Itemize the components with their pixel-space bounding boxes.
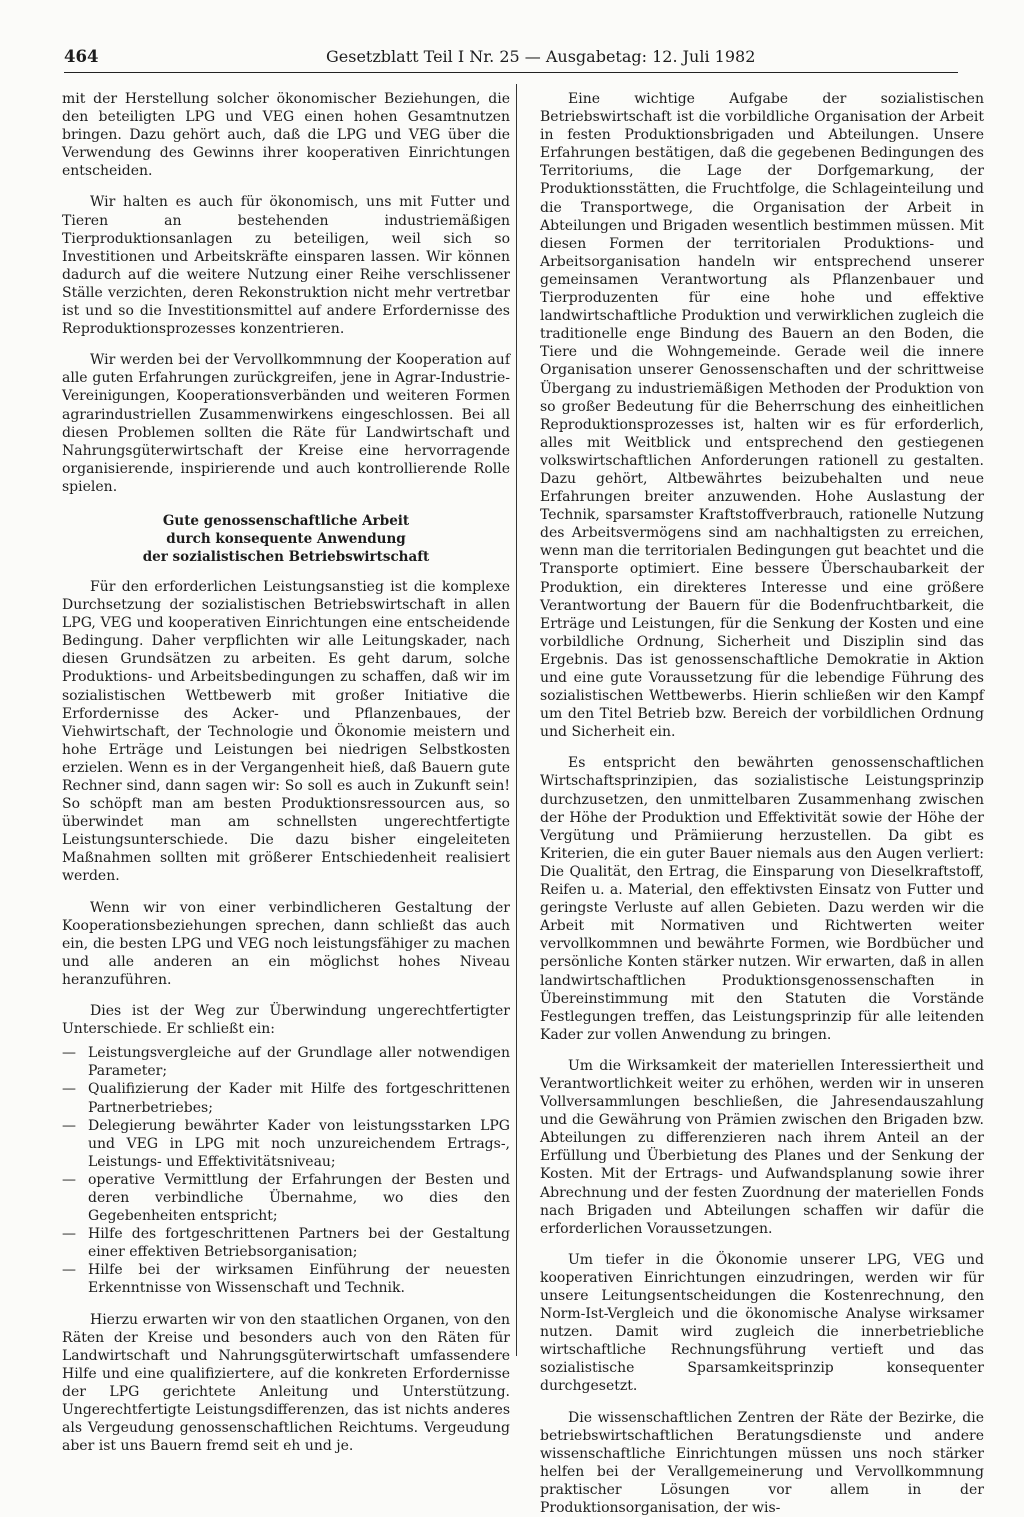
list-item-text: Delegierung bewährter Kader von leistungsstarken LPG und VEG in LPG mit noch unzureichendem Ertrags-, Leistungs- und Effektivitätsniveau; xyxy=(88,1117,510,1170)
list-item xyxy=(62,1261,510,1297)
list-item xyxy=(62,1225,510,1261)
section-heading-line-2: durch konsequente Anwendung xyxy=(166,530,406,547)
right-paragraph-1: Eine wichtige Aufgabe der sozialistischen Betriebswirtschaft ist die vorbildliche Organisation der Arbeit in festen Produktionsbrigaden und Abteilungen. Unsere Erfahrungen bestätigen, daß die gegebenen Bedingungen des Territoriums, die Lage der Dorfgemarkung, der Produktionsstätten, die Fruchtfolge, die Schlageinteilung und die Transportwege, die Organisation der Arbeit in Abteilungen und Brigaden wesentlich bestimmen müssen. Mit diesen Formen der territorialen Produktions- und Arbeitsorganisation handeln wir entsprechend unserer gemeinsamen Verantwortung als Pflanzenbauer und Tierproduzenten für eine hohe und effektive landwirtschaftliche Produktion und verwirklichen zugleich die traditionelle enge Bindung des Bauern an den Boden, die Tiere und die Wohngemeinde. Gerade weil die innere Organisation unserer Genossenschaften und der schrittweise Übergang zu industriemäßigen Methoden der Produktion von so großer Bedeutung für die Beherrschung des einheitlichen Reproduktionsprozesses ist, halten wir es für erforderlich, alles mit Weitblick und entsprechend den gestiegenen volkswirtschaftlichen Anforderungen rationell zu gestalten. Dazu gehört, Altbewährtes beizubehalten und neue Erfahrungen breiter anzuwenden. Hohe Auslastung der Technik, sparsamster Kraftstoffverbrauch, rationelle Nutzung des Arbeitsvermögens sind am nachhaltigsten zu erreichen, wenn man die territorialen Bedingungen gut beachtet und die Transporte optimiert. Eine bessere Überschaubarkeit der Produktion, ein direkteres Interesse und eine größere Verantwortung der Bauern für die Bodenfruchtbarkeit, die Erträge und Leistungen, für die Senkung der Kosten und eine vorbildliche Ordnung, Sicherheit und Disziplin sind das Ergebnis. Das ist genossenschaftliche Demokratie in Aktion und eine gute Voraussetzung für die lebendige Führung des sozialistischen Wettbewerbs. Hierin schließen wir den Kampf um den Titel Betrieb bzw. Bereich der vorbildlichen Ordnung und Sicherheit ein. xyxy=(540,91,984,741)
section-heading xyxy=(62,512,510,566)
column-divider xyxy=(516,84,517,1356)
right-paragraph-5: Die wissenschaftlichen Zentren der Räte der Bezirke, die betriebswirtschaftlichen Beratungsdienste und andere wissenschaftliche Einrichtungen müssen uns noch stärker helfen bei der Verallgemeinerung und Vervollkommnung praktischer Lösungen vor allem in der Produktionsorganisation, der wis- xyxy=(540,1409,984,1517)
left-paragraph-3: Wir werden bei der Vervollkommnung der Kooperation auf alle guten Erfahrungen zurückgreifen, jene in Agrar-Industrie-Vereinigungen, Kooperationsverbänden und weiteren Formen agrarindustriellen Zusammenwirkens eingeschlossen. Bei all diesen Problemen sollten die Räte für Landwirtschaft und Nahrungsgüterwirtschaft der Kreise eine hervorragende organisierende, inspirierende und auch kontrollierende Rolle spielen. xyxy=(62,352,510,495)
right-paragraph-3: Um die Wirksamkeit der materiellen Interessiertheit und Verantwortlichkeit weiter zu erhöhen, werden wir in unseren Vollversammlungen beschließen, die Jahresendauszahlung und die Gewährung von Prämien zwischen den Brigaden bzw. Abteilungen zu differenzieren nach ihrem Anteil an der Erfüllung und Überbietung des Planes und der Senkung der Kosten. Mit der Ertrags- und Aufwandsplanung sowie ihrer Abrechnung und der festen Zuordnung der materiellen Fonds nach Brigaden und Abteilungen schaffen wir dafür die erforderlichen Voraussetzungen. xyxy=(540,1057,984,1237)
list-item-text: Hilfe des fortgeschrittenen Partners bei der Gestaltung einer effektiven Betriebsorganisation; xyxy=(88,1226,510,1261)
dash-bullet: — xyxy=(62,1171,76,1188)
dash-bullet: — xyxy=(62,1226,76,1243)
left-column xyxy=(62,90,510,1455)
dash-bullet: — xyxy=(62,1262,76,1279)
measures-list xyxy=(62,1044,510,1297)
dash-bullet: — xyxy=(62,1081,76,1098)
left-paragraph-1: mit der Herstellung solcher ökonomischer Beziehungen, die den beteiligten LPG und VEG einen hohen Gesamtnutzen bringen. Dazu gehört auch, daß die LPG und VEG über die Verwendung des Gewinns ihrer kooperativen Einrichtungen entscheiden. xyxy=(62,91,510,180)
dash-bullet: — xyxy=(62,1117,76,1134)
right-column xyxy=(540,90,984,1517)
page-number: 464 xyxy=(64,47,99,66)
header-title: Gesetzblatt Teil I Nr. 25 — Ausgabetag: 12. Juli 1982 xyxy=(326,47,756,66)
list-item-text: operative Vermittlung der Erfahrungen der Besten und deren verbindliche Übernahme, wo dies den Gegebenheiten entspricht; xyxy=(88,1171,510,1225)
list-item-text: Qualifizierung der Kader mit Hilfe des fortgeschrittenen Partnerbetriebes; xyxy=(88,1081,510,1116)
list-item xyxy=(62,1117,510,1171)
section-heading-line-1: Gute genossenschaftliche Arbeit xyxy=(162,512,410,529)
left-paragraph-7: Hierzu erwarten wir von den staatlichen Organen, von den Räten der Kreise und besonders auch von den Räten für Landwirtschaft und Nahrungsgüterwirtschaft umfassendere Hilfe und eine qualifiziertere, auf die konkreten Erfordernisse der LPG gerichtete Anleitung und Unterstützung. Ungerechtfertigte Leistungsdifferenzen, das ist nichts anderes als Vergeudung genossenschaftlichen Reichtums. Vergeudung aber ist uns Bauern fremd seit eh und je. xyxy=(62,1311,510,1455)
page-header xyxy=(64,42,964,72)
section-heading-line-3: der sozialistischen Betriebswirtschaft xyxy=(142,548,430,565)
header-rule xyxy=(64,72,958,73)
list-item xyxy=(62,1080,510,1116)
left-paragraph-6: Dies ist der Weg zur Überwindung ungerechtfertigter Unterschiede. Er schließt ein: xyxy=(62,1003,510,1038)
list-item-text: Leistungsvergleiche auf der Grundlage aller notwendigen Parameter; xyxy=(88,1045,510,1080)
left-paragraph-5: Wenn wir von einer verbindlicheren Gestaltung der Kooperationsbeziehungen sprechen, dann schließt das auch ein, die besten LPG und VEG noch leistungsfähiger zu machen und alle anderen an ein möglichst hohes Niveau heranzuführen. xyxy=(62,899,510,988)
list-item xyxy=(62,1044,510,1080)
list-item xyxy=(62,1171,510,1225)
list-item-text: Hilfe bei der wirksamen Einführung der neuesten Erkenntnisse von Wissenschaft und Technik. xyxy=(88,1262,510,1297)
dash-bullet: — xyxy=(62,1045,76,1062)
left-paragraph-2: Wir halten es auch für ökonomisch, uns mit Futter und Tieren an bestehenden industriemäßigen Tierproduktionsanlagen zu beteiligen, weil sich so Investitionen und Arbeitskräfte einsparen lassen. Wir können dadurch auf die weitere Nutzung einer Reihe verschlissener Ställe verzichten, deren Rekonstruktion nicht mehr vertretbar ist und so die Investitionsmittel auf andere Erfordernisse des Reproduktionsprozesses konzentrieren. xyxy=(62,194,510,338)
right-paragraph-4: Um tiefer in die Ökonomie unserer LPG, VEG und kooperativen Einrichtungen einzudringen, werden wir für unsere Leitungsentscheidungen die Kostenrechnung, den Norm-Ist-Vergleich und die ökonomische Analyse wirksamer nutzen. Damit wird zugleich die innerbetriebliche wirtschaftliche Rechnungsführung vertieft und das sozialistische Sparsamkeitsprinzip konsequenter durchgesetzt. xyxy=(540,1251,984,1395)
right-paragraph-2: Es entspricht den bewährten genossenschaftlichen Wirtschaftsprinzipien, das sozialistische Leistungsprinzip durchzusetzen, den unmittelbaren Zusammenhang zwischen der Höhe der Produktion und Effektivität sowie der Höhe der Vergütung und Prämiierung herzustellen. Da gibt es Kriterien, die ein guter Bauer niemals aus den Augen verliert: Die Qualität, den Ertrag, die Einsparung von Dieselkraftstoff, Reifen u. a. Material, den effektivsten Einsatz von Futter und geringste Verluste auf allen Gebieten. Dazu werden wir die Arbeit mit Normativen und Richtwerten weiter vervollkommnen und bewährte Formen, wie Bordbücher und persönliche Konten stärker nutzen. Wir erwarten, daß in allen landwirtschaftlichen Produktionsgenossenschaften in Übereinstimmung mit den Statuten die Vorstände Festlegungen treffen, das Leistungsprinzip für alle leitenden Kader zur vollen Anwendung zu bringen. xyxy=(540,755,984,1043)
left-paragraph-4: Für den erforderlichen Leistungsanstieg ist die komplexe Durchsetzung der sozialistischen Betriebswirtschaft in allen LPG, VEG und kooperativen Einrichtungen eine entscheidende Bedingung. Daher verpflichten wir alle Leitungskader, nach diesen Grundsätzen zu arbeiten. Es geht darum, solche Produktions- und Arbeitsbedingungen zu schaffen, daß wir im sozialistischen Wettbewerb mit großer Initiative die Erfordernisse des Acker- und Pflanzenbaues, der Viehwirtschaft, der Technologie und Ökonomie meistern und hohe Erträge und Leistungen bei niedrigen Selbstkosten erzielen. Wenn es in der Vergangenheit hieß, daß Bauern gute Rechner sind, dann sagen wir: So soll es auch in Zukunft sein! So schöpft man am besten Produktionsressourcen aus, so überwindet man am schnellsten ungerechtfertigte Leistungsunterschiede. Die dazu bisher eingeleiteten Maßnahmen sollten mit größerer Entschiedenheit realisiert werden. xyxy=(62,578,510,885)
